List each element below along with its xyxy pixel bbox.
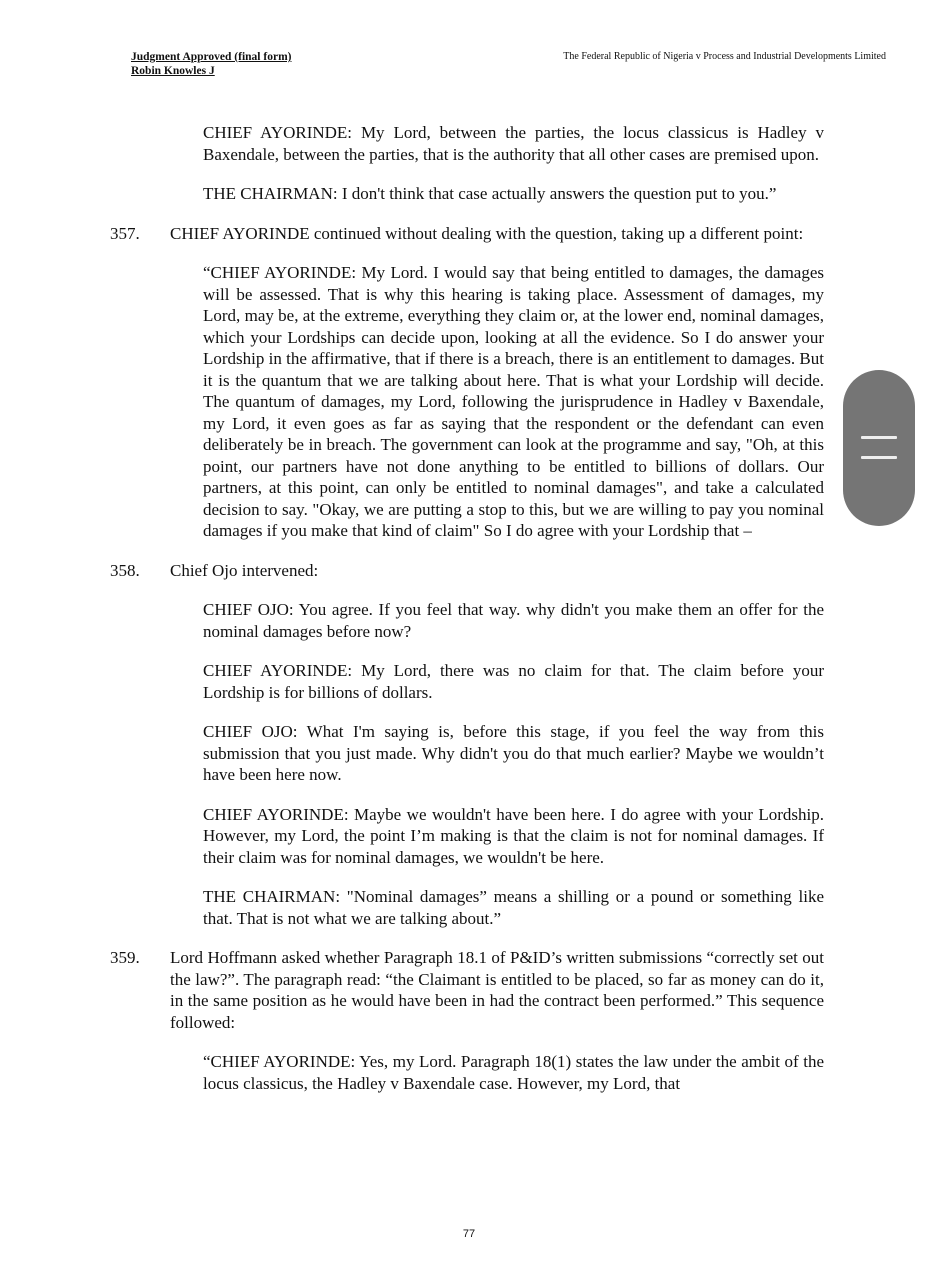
quote-paragraph: “CHIEF AYORINDE: Yes, my Lord. Paragraph 18(1) states the law under the ambit of the locus classicus, the Hadley v Baxendale case. However, my Lord, that [203,1052,824,1093]
paragraph-number: 357. [110,223,140,243]
grip-line-icon [861,436,897,439]
quote-paragraph: CHIEF AYORINDE: My Lord, there was no claim for that. The claim before your Lordship is for billions of dollars. [203,661,824,702]
numbered-paragraph [110,223,824,245]
paragraph-text: Chief Ojo intervened: [170,560,319,580]
paragraph-number: 358. [110,560,140,580]
quote-paragraph: “CHIEF AYORINDE: My Lord. I would say that being entitled to damages, the damages will be assessed. That is why this hearing is taking place. Assessment of damages, my Lord, may be, at the extreme, everything they claim or, at the lower end, nominal damages, which your Lordships can decide upon, looking at all the evidence. So I do answer your Lordship in the affirmative, that if there is a breach, there is an entitlement to damages. But it is the quantum that we are talking about here. That is what your Lordship will decide. The quantum of damages, my Lord, following the jurisprudence in Hadley v Baxendale, my Lord, it even goes as far as saying that the respondent or the defendant can even deliberately be in breach. The government can look at the programme and say, "Oh, at this point, our partners have not done anything to be entitled to billions of dollars. Our partners, at this point, can only be entitled to nominal damages", and take a calculated decision to say. "Okay, we are putting a stop to this, but we are willing to pay you nominal damages if you make that kind of claim" So I do agree with your Lordship that – [203,263,824,540]
quote-paragraph: THE CHAIRMAN: I don't think that case actually answers the question put to you.” [203,184,777,203]
quote-paragraph: CHIEF OJO: What I'm saying is, before this stage, if you feel the way from this submission that you just made. Why didn't you do that much earlier? Maybe we wouldn’t have been here now. [203,722,824,784]
scroll-handle[interactable] [843,370,915,526]
judge-name: Robin Knowles J [131,65,215,77]
paragraph-number: 359. [110,948,140,967]
quote-paragraph: CHIEF OJO: You agree. If you feel that way. why didn't you make them an offer for the nominal damages before now? [203,600,824,641]
case-title: The Federal Republic of Nigeria v Process and Industrial Developments Limited [563,51,886,62]
judgment-status: Judgment Approved (final form) [131,51,292,63]
numbered-paragraph [110,560,824,582]
paragraph-text: Lord Hoffmann asked whether Paragraph 18.1 of P&ID’s written submissions “correctly set out the law?”. The paragraph read: “the Claimant is entitled to be placed, so far as money can do it, in the same position as he would have been in had the contract been performed.” This sequence followed: [170,948,824,1032]
paragraph-text: CHIEF AYORINDE continued without dealing with the question, taking up a different point: [170,223,804,243]
quote-paragraph: CHIEF AYORINDE: Maybe we wouldn't have been here. I do agree with your Lordship. However, my Lord, the point I’m making is that the claim is not for nominal damages. If their claim was for nominal damages, we wouldn't be here. [203,804,824,867]
quote-paragraph: CHIEF AYORINDE: My Lord, between the parties, the locus classicus is Hadley v Baxendale, between the parties, that is the authority that all other cases are premised upon. [203,123,824,164]
page-header-left [131,50,291,78]
document-body [0,122,938,1112]
numbered-paragraph [110,947,824,1033]
page-number: 77 [462,1228,476,1240]
grip-line-icon [861,456,897,459]
quote-paragraph: THE CHAIRMAN: "Nominal damages” means a shilling or a pound or something like that. That is not what we are talking about.” [203,887,824,928]
